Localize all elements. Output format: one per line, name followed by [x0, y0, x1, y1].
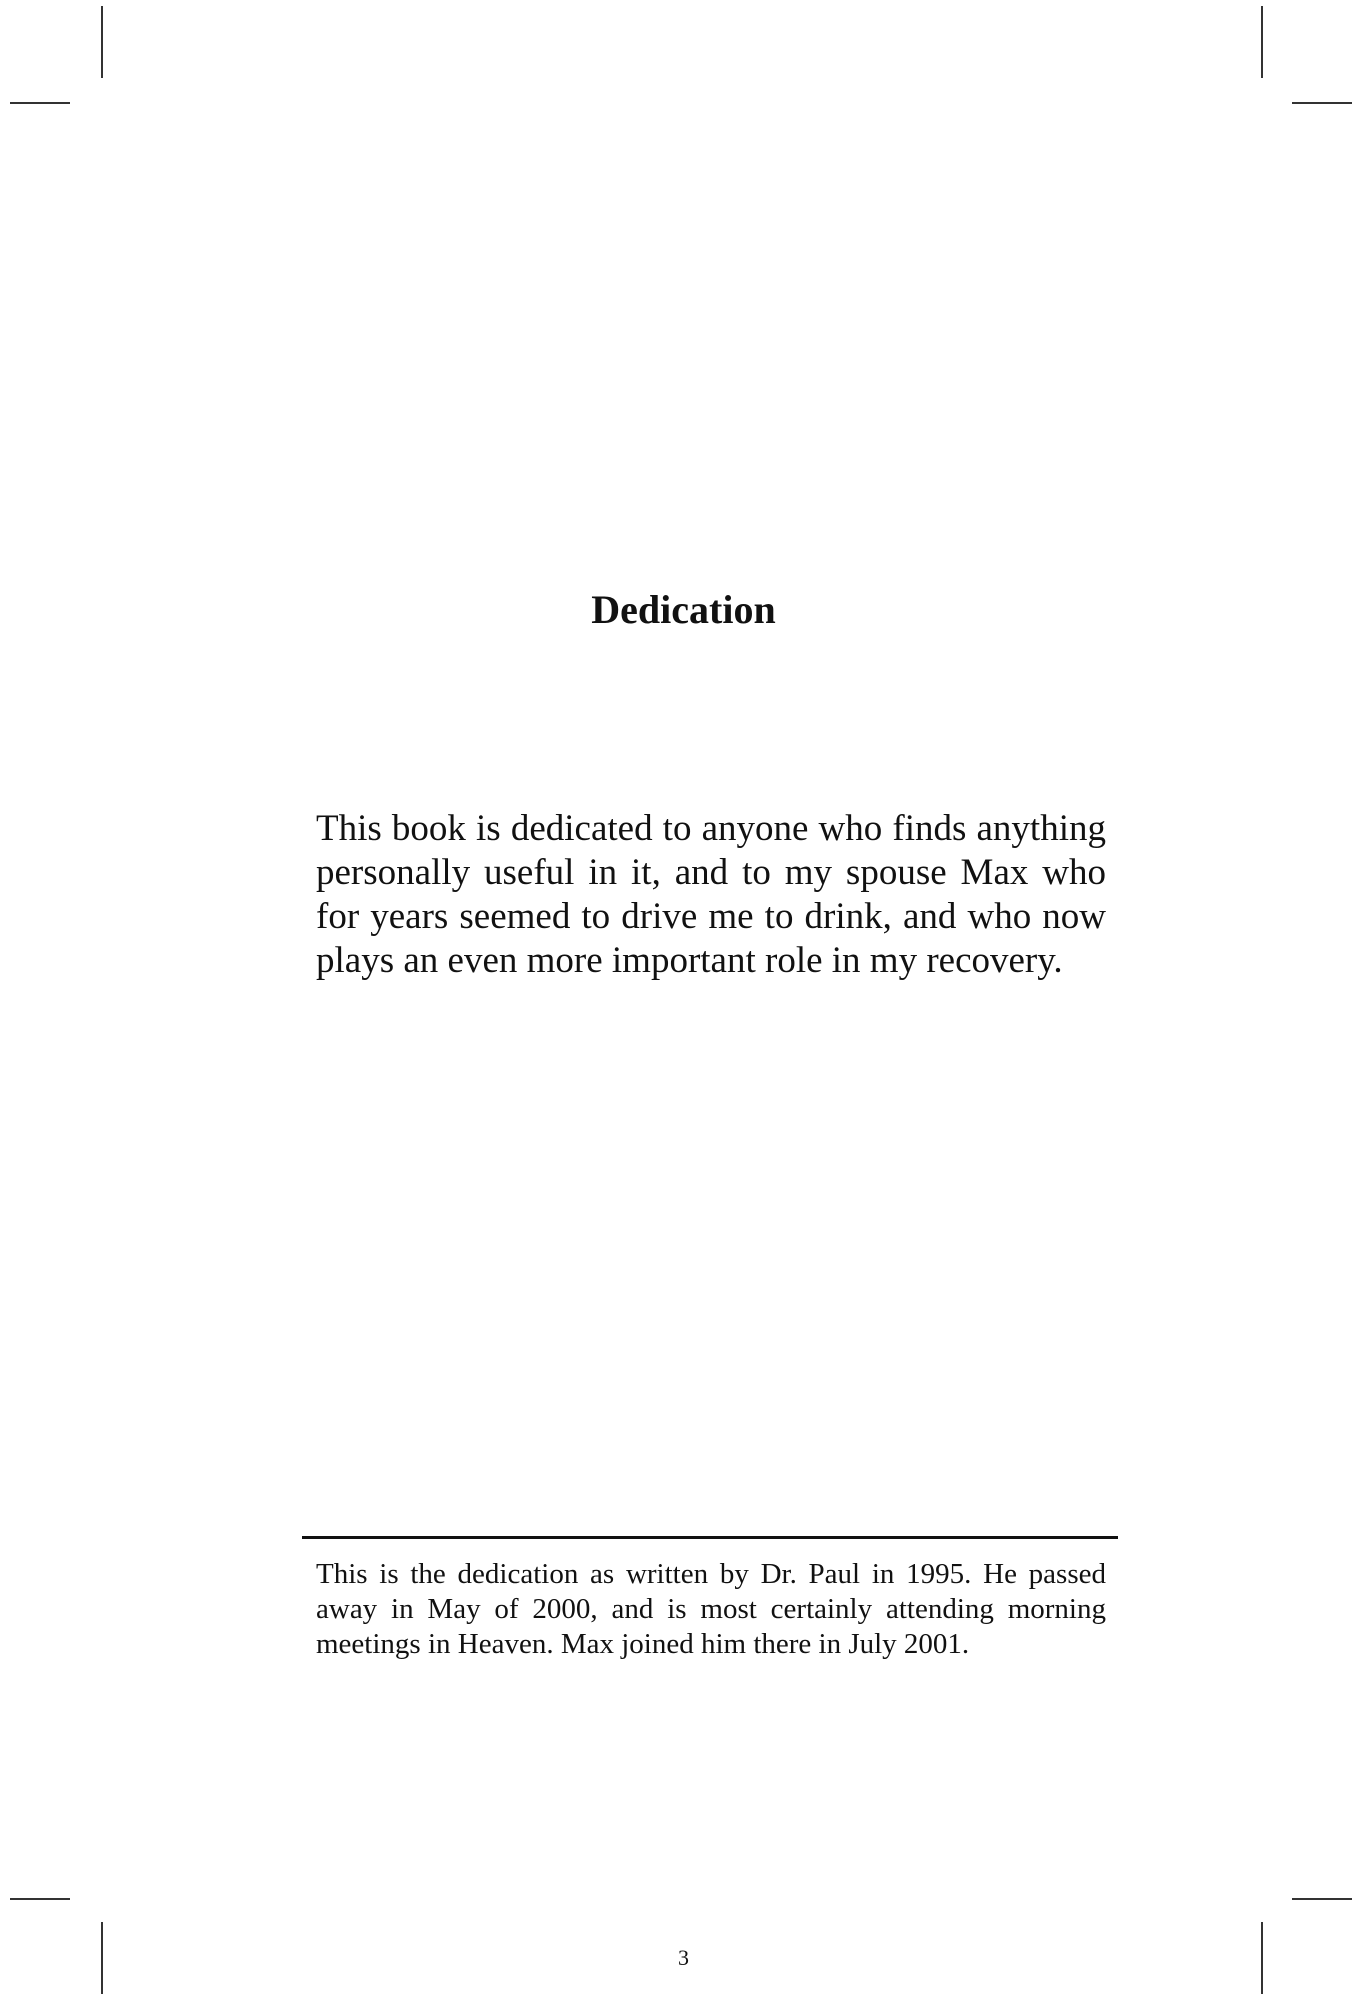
crop-mark-bottom-left-horizontal	[10, 1898, 70, 1900]
crop-mark-bottom-right-horizontal	[1292, 1898, 1352, 1900]
crop-mark-top-left-horizontal	[10, 102, 70, 104]
footnote-divider	[302, 1536, 1118, 1539]
page-title: Dedication	[591, 587, 776, 632]
footnote-text: This is the dedication as written by Dr. Paul in 1995. He passed away in May of 2000, and is most certainly attending morning meetings in Heaven. Max joined him there in July 2001.	[316, 1558, 1106, 1660]
crop-mark-top-left-vertical	[101, 6, 103, 78]
page-number: 3	[678, 1945, 689, 1970]
dedication-text: This book is dedicated to anyone who finds anything personally useful in it, and to my spouse Max who for years seemed to drive me to drink, and who now plays an even more important role in my recovery.	[316, 808, 1106, 981]
crop-mark-top-right-horizontal	[1292, 102, 1352, 104]
crop-mark-top-right-vertical	[1261, 6, 1263, 78]
